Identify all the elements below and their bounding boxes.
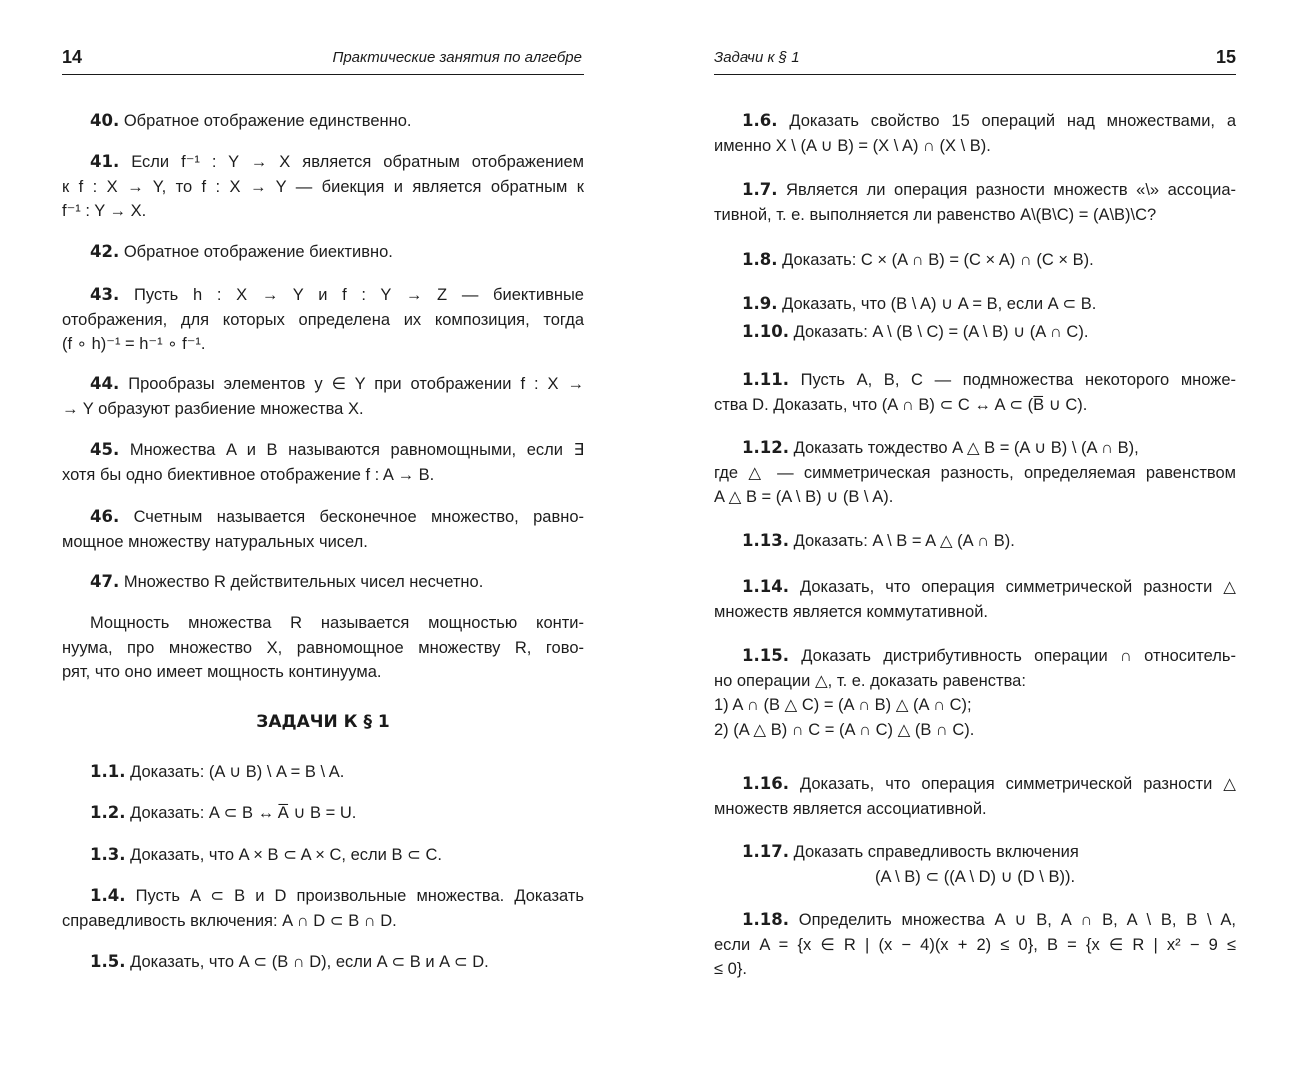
running-title-right: Задачи к § 1: [714, 49, 800, 66]
task-1-7: 1.7. Является ли операция разности множеств «\» ассоциа- тивной, т. е. выполняется ли равенство A\(B\C) = (A\B)\C?: [714, 180, 1236, 224]
task-1-2: 1.2. Доказать: A ⊂ B ↔ A̅ ∪ B = U.: [90, 803, 357, 822]
item-40: 40. Обратное отображение единственно.: [90, 111, 412, 130]
running-title-left: Практические занятия по алгебре: [332, 49, 582, 66]
task-1-14: 1.14. Доказать, что операция симметрической разности △ множеств является коммутативной.: [714, 577, 1237, 621]
task-1-16: 1.16. Доказать, что операция симметрической разности △ множеств является ассоциативной.: [714, 774, 1237, 818]
left-running-head: [62, 44, 584, 75]
item-47: 47. Множество R действительных чисел несчетно.: [90, 572, 484, 591]
left-page: [62, 0, 584, 1080]
task-1-15: 1.15. Доказать дистрибутивность операции ∩ относитель- но операции △, т. е. доказать равенства: 1) A ∩ (B △ C) = (A ∩ B) △ (A ∩ C); 2) (A △ B) ∩ C = (A ∩ C) △ (B ∩ C).: [714, 646, 1236, 739]
item-44: 44. Прообразы элементов y ∈ Y при отображении f : X → → Y образуют разбиение множества X.: [62, 374, 584, 418]
item-41: 41. Если f⁻¹ : Y → X является обратным отображением к f : X → Y, то f : X → Y — биекция и является обратным к f⁻¹ : Y → X.: [62, 152, 584, 220]
task-1-4: 1.4. Пусть A ⊂ B и D произвольные множества. Доказать справедливость включения: A ∩ D ⊂ B ∩ D.: [62, 886, 584, 930]
task-1-12: 1.12. Доказать тождество A △ B = (A ∪ B) \ (A ∩ B), где △ — симметрическая разность, определяемая равенством A △ B = (A \ B) ∪ (B \ A).: [714, 438, 1236, 506]
page-number-left: 14: [62, 47, 83, 67]
task-1-6: 1.6. Доказать свойство 15 операций над множествами, а именно X \ (A ∪ B) = (X \ A) ∩ (X \ B).: [714, 111, 1236, 155]
section-heading: ЗАДАЧИ К § 1: [256, 712, 390, 732]
right-running-head: [714, 44, 1236, 75]
task-1-8: 1.8. Доказать: C × (A ∩ B) = (C × A) ∩ (C × B).: [742, 250, 1094, 269]
item-43: 43. Пусть h : X → Y и f : Y → Z — биективные отображения, для которых определена их композиция, тогда (f ∘ h)⁻¹ = h⁻¹ ∘ f⁻¹.: [62, 285, 584, 353]
task-1-1: 1.1. Доказать: (A ∪ B) \ A = B \ A.: [90, 762, 345, 781]
task-1-11: 1.11. Пусть A, B, C — подмножества некоторого множе- ства D. Доказать, что (A ∩ B) ⊂ C ↔ A ⊂ (B̅ ∪ C).: [714, 370, 1236, 414]
item-42: 42. Обратное отображение биективно.: [90, 242, 393, 261]
item-46: 46. Счетным называется бесконечное множество, равно- мощное множеству натуральных чисел.: [62, 507, 584, 551]
task-1-5: 1.5. Доказать, что A ⊂ (B ∩ D), если A ⊂ B и A ⊂ D.: [90, 952, 489, 971]
item-45: 45. Множества A и B называются равномощными, если ∃ хотя бы одно биективное отображение f : A → B.: [62, 440, 585, 484]
task-1-18: 1.18. Определить множества A ∪ B, A ∩ B, A \ B, B \ A, если A = {x ∈ R | (x − 4)(x + 2) ≤ 0}, B = {x ∈ R | x² − 9 ≤ ≤ 0}.: [714, 910, 1237, 978]
right-page: [714, 0, 1236, 1080]
task-1-10: 1.10. Доказать: A \ (B \ C) = (A \ B) ∪ (A ∩ C).: [742, 322, 1089, 341]
page-number-right: 15: [1215, 47, 1236, 67]
task-1-17: 1.17. Доказать справедливость включения (A \ B) ⊂ ((A \ D) ∪ (D \ B)).: [742, 842, 1079, 886]
task-1-3: 1.3. Доказать, что A × B ⊂ A × C, если B ⊂ C.: [90, 845, 442, 864]
continuum-paragraph: Мощность множества R называется мощностью конти- нуума, про множество X, равномощное множеству R, гово- рят, что оно имеет мощность континуума.: [62, 614, 584, 681]
task-1-13: 1.13. Доказать: A \ B = A △ (A ∩ B).: [742, 531, 1015, 550]
task-1-9: 1.9. Доказать, что (B \ A) ∪ A = B, если A ⊂ B.: [742, 294, 1097, 313]
